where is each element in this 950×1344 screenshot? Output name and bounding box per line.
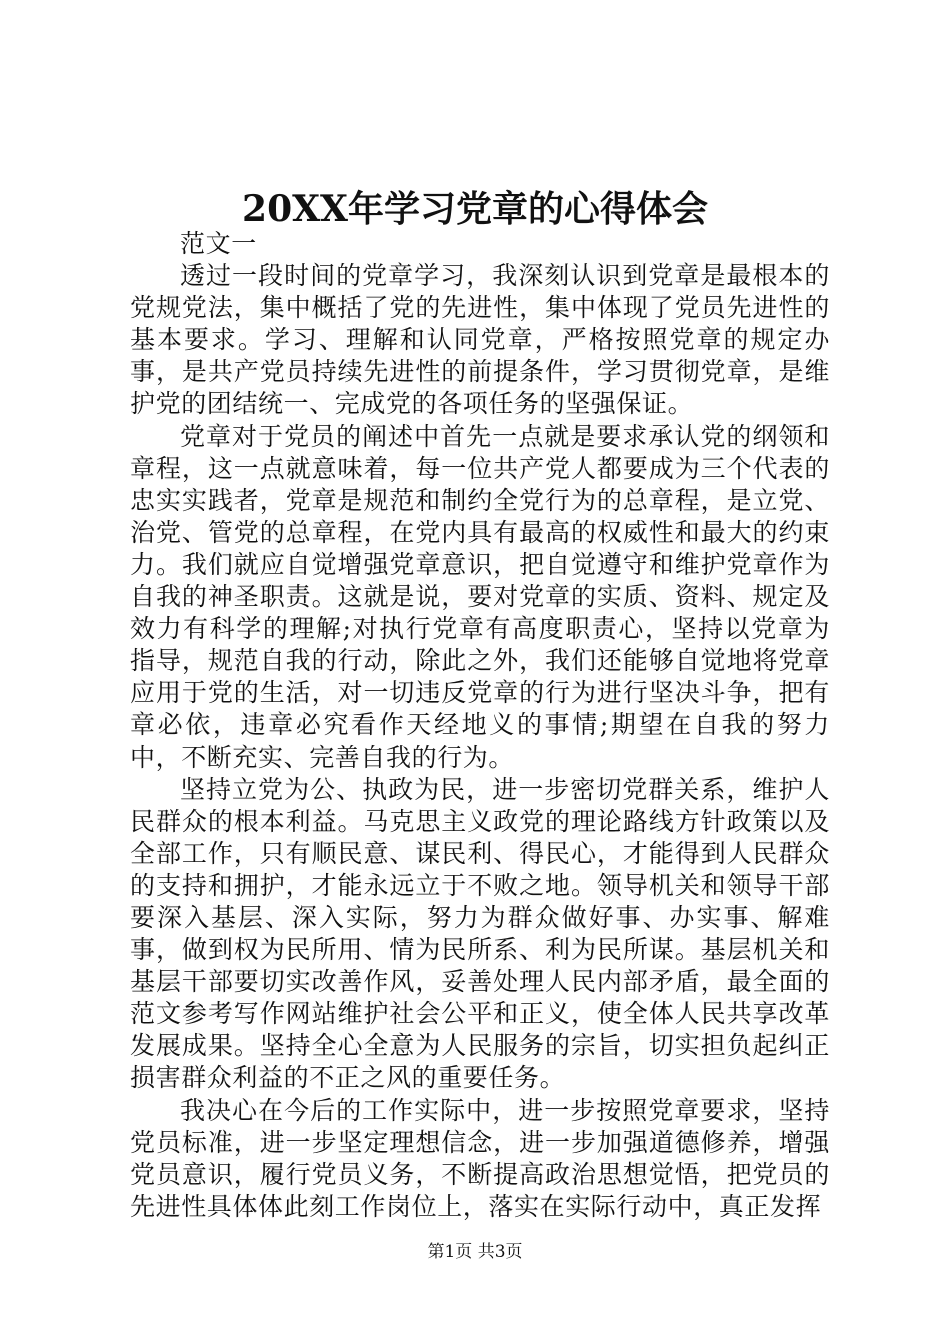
page-footer: 第1页 共3页: [427, 1242, 523, 1262]
paragraph-heading: 范文一: [180, 229, 257, 258]
paragraph: 党章对于党员的阐述中首先一点就是要求承认党的纲领和章程，这一点就意味着，每一位共产党人都要成为三个代表的忠实实践者，党章是规范和制约全党行为的总章程，是立党、治党、管党的总章程，在党内具有最高的权威性和最大的约束力。我们就应自觉增强党章意识，把自觉遵守和维护党章作为自我的神圣职责。这就是说，要对党章的实质、资料、规定及效力有科学的理解;对执行党章有高度职责心，坚持以党章为指导，规范自我的行动，除此之外，我们还能够自觉地将党章应用于党的生活，对一切违反党章的行为进行坚决斗争，把有章必依，违章必究看作天经地义的事情;期望在自我的努力中，不断充实、完善自我的行为。: [130, 421, 830, 772]
paragraph: 我决心在今后的工作实际中，进一步按照党章要求，坚持党员标准，进一步坚定理想信念，进一步加强道德修养，增强党员意识，履行党员义务，不断提高政治思想觉悟，把党员的先进性具体体此刻工作岗位上，落实在实际行动中，真正发挥: [130, 1095, 830, 1221]
paragraph: 坚持立党为公、执政为民，进一步密切党群关系，维护人民群众的根本利益。马克思主义政党的理论路线方针政策以及全部工作，只有顺民意、谋民利、得民心，才能得到人民群众的支持和拥护，才能永远立于不败之地。领导机关和领导干部要深入基层、深入实际，努力为群众做好事、办实事、解难事，做到权为民所用、情为民所系、利为民所谋。基层机关和基层干部要切实改善作风，妥善处理人民内部矛盾，最全面的范文参考写作网站维护社会公平和正义，使全体人民共享改革发展成果。坚持全心全意为人民服务的宗旨，切实担负起纠正损害群众利益的不正之风的重要任务。: [130, 774, 830, 1093]
paragraph: 透过一段时间的党章学习，我深刻认识到党章是最根本的党规党法，集中概括了党的先进性，集中体现了党员先进性的基本要求。学习、理解和认同党章，严格按照党章的规定办事，是共产党员持续先进性的前提条件，学习贯彻党章，是维护党的团结统一、完成党的各项任务的坚强保证。: [130, 261, 830, 419]
document-body: [130, 228, 830, 1223]
document-title: 20XX年学习党章的心得体会: [242, 188, 708, 230]
